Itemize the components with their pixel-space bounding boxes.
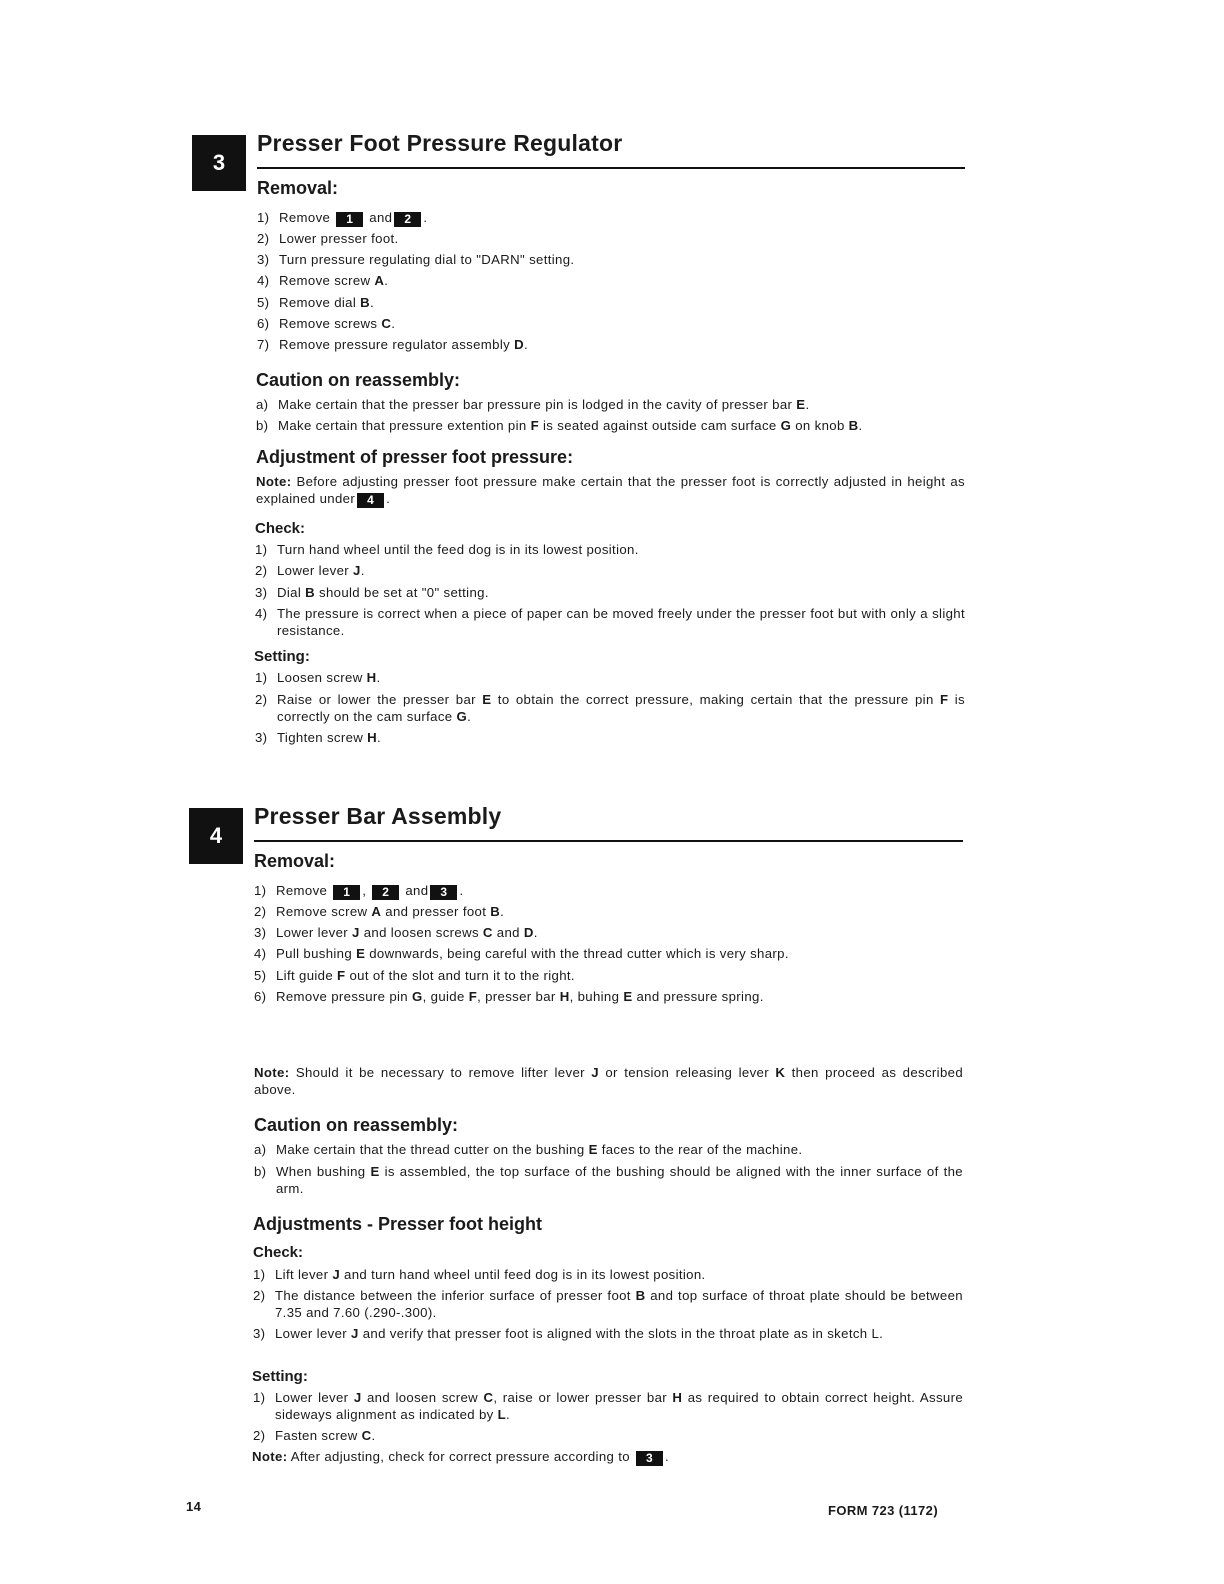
caution-item: b) When bushing E is assembled, the top surface of the bushing should be aligned with the inner surface of the arm. bbox=[254, 1164, 963, 1196]
check-heading: Check: bbox=[253, 1244, 304, 1261]
section-title: Presser Bar Assembly bbox=[254, 803, 502, 829]
removal-step: 4) Remove screw A. bbox=[257, 273, 389, 288]
caution-heading: Caution on reassembly: bbox=[254, 1115, 459, 1135]
setting-step: 1) Loosen screw H. bbox=[255, 670, 381, 685]
ref-badge: 3 bbox=[430, 885, 457, 900]
removal-heading: Removal: bbox=[257, 178, 339, 198]
final-note: Note: After adjusting, check for correct pressure according to 3 . bbox=[252, 1449, 669, 1465]
setting-heading: Setting: bbox=[252, 1368, 308, 1385]
setting-step: 2) Fasten screw C. bbox=[253, 1428, 376, 1443]
check-step: 3) Lower lever J and verify that presser foot is aligned with the slots in the throat plate as in sketch L. bbox=[253, 1326, 884, 1341]
setting-step: 1) Lower lever J and loosen screw C, raise or lower presser bar H as required to obtain correct height. Assure sideways alignment as indicated by L. bbox=[253, 1390, 964, 1422]
caution-heading: Caution on reassembly: bbox=[256, 370, 461, 390]
setting-heading: Setting: bbox=[254, 648, 310, 665]
note: Note: Before adjusting presser foot pressure make certain that the presser foot is correctly adjusted in height as explained under 4 . bbox=[256, 474, 965, 507]
setting-step: 2) Raise or lower the presser bar E to obtain the correct pressure, making certain that the pressure pin F is correctly on the cam surface G. bbox=[255, 692, 965, 724]
ref-badge: 1 bbox=[336, 212, 363, 227]
ref-badge: 2 bbox=[372, 885, 399, 900]
check-step: 4) The pressure is correct when a piece of paper can be moved freely under the presser foot but with only a slight resistance. bbox=[255, 606, 965, 638]
ref-badge: 1 bbox=[333, 885, 360, 900]
removal-step: 5) Remove dial B. bbox=[257, 295, 375, 310]
removal-step: 2) Lower presser foot. bbox=[257, 231, 399, 246]
section-title: Presser Foot Pressure Regulator bbox=[257, 130, 623, 156]
ref-badge: 4 bbox=[357, 493, 384, 508]
check-step: 2) Lower lever J. bbox=[255, 563, 365, 578]
section-number-badge: 4 bbox=[189, 808, 243, 864]
ref-badge: 2 bbox=[394, 212, 421, 227]
title-rule bbox=[257, 167, 965, 169]
section-number-badge: 3 bbox=[192, 135, 246, 191]
removal-step: 2) Remove screw A and presser foot B. bbox=[254, 904, 505, 919]
removal-step: 7) Remove pressure regulator assembly D. bbox=[257, 337, 528, 352]
setting-step: 3) Tighten screw H. bbox=[255, 730, 382, 745]
check-heading: Check: bbox=[255, 520, 306, 537]
note: Note: Should it be necessary to remove lifter lever J or tension releasing lever K then proceed as described above. bbox=[254, 1065, 964, 1097]
ref-badge: 3 bbox=[636, 1451, 663, 1466]
removal-step: 1) Remove 1 and 2 . bbox=[257, 210, 428, 226]
removal-step: 6) Remove pressure pin G, guide F, presser bar H, buhing E and pressure spring. bbox=[254, 989, 764, 1004]
removal-step: 6) Remove screws C. bbox=[257, 316, 396, 331]
caution-item: a) Make certain that the thread cutter on the bushing E faces to the rear of the machine. bbox=[254, 1142, 803, 1157]
removal-step: 3) Lower lever J and loosen screws C and D. bbox=[254, 925, 538, 940]
removal-heading: Removal: bbox=[254, 851, 336, 871]
caution-item: a) Make certain that the presser bar pressure pin is lodged in the cavity of presser bar E. bbox=[256, 397, 810, 412]
form-number: FORM 723 (1172) bbox=[828, 1503, 939, 1518]
adjustments-heading: Adjustments - Presser foot height bbox=[253, 1214, 543, 1234]
adjustment-heading: Adjustment of presser foot pressure: bbox=[256, 447, 574, 467]
check-step: 1) Lift lever J and turn hand wheel until feed dog is in its lowest position. bbox=[253, 1267, 706, 1282]
removal-step: 3) Turn pressure regulating dial to "DARN" setting. bbox=[257, 252, 575, 267]
removal-step: 4) Pull bushing E downwards, being careful with the thread cutter which is very sharp. bbox=[254, 946, 789, 961]
caution-item: b) Make certain that pressure extention pin F is seated against outside cam surface G on knob B. bbox=[256, 418, 863, 433]
page-number: 14 bbox=[186, 1499, 202, 1514]
title-rule bbox=[254, 840, 963, 842]
check-step: 2) The distance between the inferior surface of presser foot B and top surface of throat plate should be between 7.35 and 7.60 (.290-.300). bbox=[253, 1288, 963, 1320]
removal-step: 5) Lift guide F out of the slot and turn it to the right. bbox=[254, 968, 575, 983]
removal-step: 1) Remove 1 , 2 and 3 . bbox=[254, 883, 464, 899]
check-step: 1) Turn hand wheel until the feed dog is in its lowest position. bbox=[255, 542, 639, 557]
check-step: 3) Dial B should be set at "0" setting. bbox=[255, 585, 489, 600]
